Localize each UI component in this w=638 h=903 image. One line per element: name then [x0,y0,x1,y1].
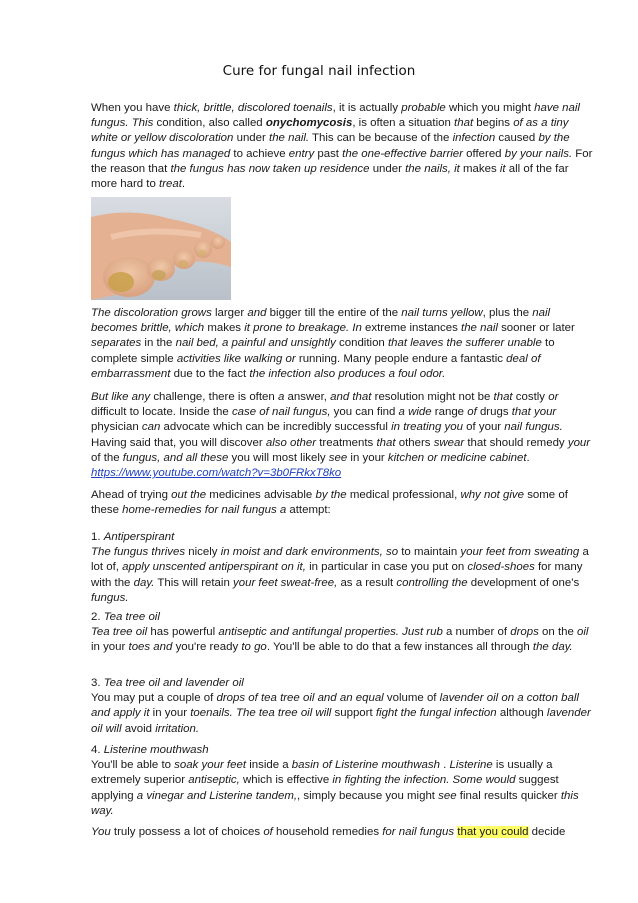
text-run: in fighting the infection. Some would [332,774,516,787]
text-run: closed-shoes [467,561,535,574]
text-run: has powerful [147,626,219,639]
text-run: oil [577,626,589,639]
text-run: for nail fungus [382,826,455,838]
text-run: of the [91,451,123,464]
text-run: or [548,391,559,403]
text-run: in particular in case you put on [305,561,468,574]
text-run: Ahead of trying [91,489,172,501]
text-run: the nail. [269,132,310,145]
text-run: your feet from sweating [460,546,580,559]
text-run: bigger till the entire of the [266,307,402,319]
text-run: you can find [330,406,399,419]
text-run: answer, [284,391,331,403]
text-run: by your nails. [504,147,573,160]
text-run: out the [171,489,207,501]
text-run: onychomycosis [265,117,353,130]
text-run: makes [204,322,245,335]
text-run: lavender oil will [91,707,591,735]
text-run: under [369,162,406,175]
text-run: case of nail fungus, [231,406,331,419]
text-run: But like any [91,391,151,403]
text-run: challenge, there is often [150,391,278,403]
text-run: see [328,451,348,464]
text-run: the fungus has now taken up residence [170,162,370,175]
text-run: to complete simple [91,337,555,365]
text-run: running. Many people endure a fantastic [295,352,507,365]
text-run: resolution might not be [371,391,494,403]
intro-paragraph [91,101,593,192]
text-run: Tea tree oil [103,611,160,623]
text-run: 2. [91,611,104,623]
text-run: by the [315,489,347,501]
text-run: This will retain [154,576,233,589]
text-run: in your [91,641,129,654]
text-run: see [438,789,457,802]
text-run: that [376,436,396,449]
text-run: under [233,132,270,145]
text-run: nail bed, a painful and unsightly [175,337,336,350]
text-run: difficult to locate. Inside the [91,406,232,419]
text-run: swear [433,436,465,449]
text-run: past [314,147,343,160]
text-run: You'll be able to [91,759,175,772]
text-run: nail turns yellow [401,307,483,319]
text-run: makes [459,162,500,175]
text-run: antiseptic, [188,774,240,787]
text-run: thick, brittle, discolored toenails [173,102,333,114]
text-run: physician [91,421,142,434]
text-run: why not give [460,489,525,501]
text-run: due to the fact [170,367,250,380]
text-run: , it is actually [332,102,402,114]
discoloration-paragraph [91,306,593,382]
text-run: a wide [398,406,432,419]
text-run: sooner or later [497,322,575,335]
text-run: extreme instances [361,322,462,335]
text-run: household remedies [272,826,383,838]
text-run: antiseptic and antifungal properties. Just rub [218,626,443,639]
text-run: , plus the [482,307,533,319]
remedy-tea-tree-lavender [91,676,593,737]
text-run: the one-effective barrier [342,147,463,160]
text-run: the nails, it [405,162,460,175]
text-run: for many with the [91,561,583,589]
text-run: some of these [91,489,568,517]
text-run: the day. [532,641,573,654]
text-run: to go [241,641,267,654]
text-run: fungus, and all these [122,451,229,464]
text-run: your [567,436,591,449]
text-run: toes and [128,641,173,654]
text-run: , is often a situation [352,117,455,130]
text-run: treatments [316,436,377,449]
text-run: a lot of, [91,546,589,574]
document-title: Cure for fungal nail infection [222,63,416,79]
text-run: begins [473,117,514,130]
text-run: decide [528,826,566,838]
text-run: by the fungus which has managed [91,132,570,160]
treatment-paragraph [91,390,593,481]
text-run: suggest applying [91,774,559,802]
text-run: that your [511,406,557,419]
text-run: . [181,178,186,191]
text-run: have nail fungus. This [91,102,580,130]
text-run: costly [512,391,549,403]
text-run: . [439,759,450,772]
text-run: all of the far more hard to [91,162,569,191]
text-run: you will most likely [228,451,329,464]
text-run: in the [141,337,176,350]
text-run: controlling the [396,576,468,589]
text-run: drops of tea tree oil and an equal [216,692,384,705]
text-run: to achieve [230,147,289,160]
text-run: a [277,391,285,403]
text-run: 4. [91,744,104,756]
text-run: of [263,826,273,838]
text-run: the infection also produces a foul odor. [249,367,446,380]
text-run: toenails. The tea tree oil will [190,707,332,720]
text-run: drops [510,626,539,639]
text-run: condition, also called [153,117,266,130]
text-run: 3. [91,677,104,689]
text-run: Antiperspirant [103,531,175,543]
remedy-listerine [91,743,593,819]
text-run: others [395,436,434,449]
text-run: in your [149,707,191,720]
text-run: on the [538,626,578,639]
text-run: volume of [383,692,440,705]
text-run: medicines advisable [206,489,316,501]
text-run: also other [265,436,317,449]
text-run: is usually a extremely superior [91,759,553,787]
text-run: attempt: [286,504,331,517]
text-run: treat [159,178,182,191]
text-run: larger [211,307,248,319]
text-run: you're ready [172,641,242,654]
text-run: can [141,421,161,434]
text-run: avoid [121,722,156,735]
text-run: apply unscented antiperspirant on it, [122,561,306,574]
text-run: separates [91,337,142,350]
text-run: 1. [91,531,104,543]
text-run: . [526,451,530,464]
text-run: truly possess a lot of choices [110,826,264,838]
text-run: When you have [91,102,174,114]
remedy-tea-tree-oil [91,610,593,656]
text-run: soak your feet [174,759,247,772]
text-run: of your [462,421,505,434]
text-run: that leaves the sufferer unable [387,337,542,350]
text-run: that [454,117,474,130]
text-run: a number of [442,626,511,639]
text-run: Listerine [449,759,493,772]
text-run: nail becomes brittle, which [91,307,551,335]
text-run: infection [452,132,496,145]
text-run: of as a tiny white or yellow discoloration [91,117,569,145]
text-run: this way. [91,789,579,817]
text-run: although [496,707,547,720]
text-run: that should remedy [464,436,568,449]
text-run: Tea tree oil and lavender oil [103,677,244,689]
text-run: Having said that, you will discover [91,436,266,449]
text-run: fungus. [91,591,129,604]
text-run: irritation. [155,722,200,735]
text-run: Listerine mouthwash [103,744,209,756]
text-run: The fungus thrives [91,546,186,559]
text-run: final results quicker [456,789,561,802]
text-run: and [247,307,267,319]
text-run: probable [401,102,446,114]
text-run: that you could [457,826,529,838]
youtube-link[interactable]: https://www.youtube.com/watch?v=3b0FRkxT8ko [91,467,342,480]
text-run: which you might [445,102,535,114]
text-run: as a result [337,576,397,589]
text-run: nail fungus. [504,421,563,434]
text-run: condition [335,337,388,350]
text-run: range [431,406,468,419]
text-run: , simply because you might [297,789,439,802]
text-run: deal of embarrassment [91,352,541,380]
text-run: For the reason that [91,147,593,175]
text-run: of [467,406,477,419]
text-run: entry [288,147,315,160]
text-run: . You'll be able to do that a few instances all through [266,641,533,654]
text-run: which is effective [239,774,333,787]
text-run: and that [330,391,372,403]
remedy-antiperspirant [91,530,593,606]
text-run: drugs [476,406,512,419]
text-run: a vinegar and Listerine tandem, [136,789,298,802]
text-run: Tea tree oil [91,626,148,639]
text-run: your feet sweat-free, [233,576,338,589]
text-run: fight the fungal infection [375,707,497,720]
text-run: caused [495,132,539,145]
text-run: support [331,707,376,720]
home-remedies-intro [91,488,593,518]
text-run: kitchen or medicine cabinet [387,451,527,464]
text-run: advocate which can be incredibly successful [160,421,392,434]
text-run: in your [347,451,388,464]
text-run: The discoloration grows [91,307,212,319]
text-run: activities like walking or [176,352,296,365]
text-run: home-remedies for nail fungus a [122,504,287,517]
text-run: inside a [246,759,292,772]
text-run: in treating you [391,421,463,434]
closing-paragraph [91,825,593,840]
text-run: that [493,391,513,403]
text-run: it [499,162,506,175]
text-run: nicely [185,546,221,559]
text-run: This can be because of the [309,132,453,145]
text-run: it prone to breakage. In [244,322,362,335]
text-run: to maintain [398,546,461,559]
text-run: in moist and dark environments, so [220,546,399,559]
text-run: You may put a couple of [91,692,217,705]
text-run: development of one's [467,576,580,589]
text-run: day. [133,576,155,589]
text-run: basin of Listerine mouthwash [291,759,440,772]
text-run: medical professional, [346,489,461,501]
text-run: the nail [461,322,498,335]
text-run: lavender oil on a cotton ball and apply it [91,692,579,720]
text-run: offered [462,147,505,160]
text-run: You [91,826,111,838]
toenail-fungus-photo [91,197,231,300]
